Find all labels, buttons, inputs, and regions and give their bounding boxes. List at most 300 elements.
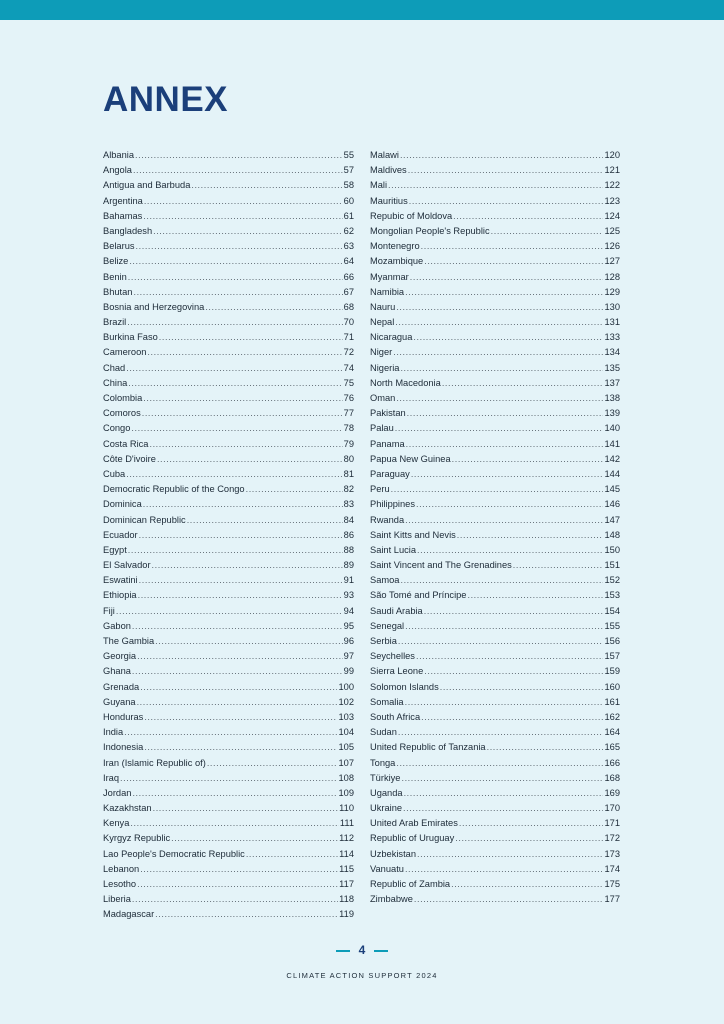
entry-name: Ghana [103,666,131,677]
toc-entry[interactable] [103,272,354,287]
entry-name: United Republic of Tanzania [370,742,486,753]
toc-entry[interactable] [103,606,354,621]
dot-leader [131,423,342,433]
entry-name: Malawi [370,150,399,160]
entry-name: Lesotho [103,879,137,889]
entry-name: Uganda [370,787,403,798]
annex-list-right [370,150,620,909]
toc-entry[interactable] [370,606,620,621]
toc-entry[interactable] [103,849,354,864]
dot-leader [451,879,603,889]
entry-name: Comoros [103,408,141,419]
entry-name: Uzbekistan [370,848,416,859]
entry-page: 104 [338,727,354,738]
toc-entry[interactable] [370,241,620,256]
entry-page: 141 [604,438,620,449]
toc-entry[interactable] [370,590,620,605]
dot-leader [405,515,603,525]
dash-left [336,950,350,952]
entry-name: Oman [370,393,396,403]
entry-name: Albania [103,150,135,160]
toc-entry[interactable] [103,879,354,894]
entry-page: 60 [343,195,354,206]
dot-leader [147,347,342,357]
dot-leader [408,165,604,175]
dot-leader [393,347,603,357]
dot-leader [405,864,604,874]
entry-name: Egypt [103,544,127,555]
dot-leader [421,712,603,722]
top-accent-bar [0,0,724,20]
toc-entry[interactable] [370,408,620,423]
dot-leader [153,226,343,236]
toc-entry[interactable] [370,621,620,636]
entry-name: Côte D'ivoire [103,453,156,464]
entry-page: 156 [604,636,620,646]
dot-leader [155,636,343,646]
dot-leader [129,256,342,266]
toc-entry[interactable] [370,636,620,651]
toc-entry[interactable] [103,469,354,484]
dot-leader [452,454,604,464]
toc-entry[interactable] [370,454,620,469]
toc-entry[interactable] [103,241,354,256]
entry-page: 155 [604,620,620,631]
dot-leader [139,530,343,540]
dot-leader [144,196,343,206]
dot-leader [400,575,603,585]
entry-page: 118 [339,894,354,905]
toc-entry[interactable] [103,590,354,605]
dot-leader [416,499,604,509]
entry-name: India [103,727,124,738]
dot-leader [157,454,343,464]
toc-entry[interactable] [370,499,620,514]
entry-page: 97 [343,651,354,662]
toc-entry[interactable] [370,165,620,180]
toc-entry[interactable] [103,378,354,393]
toc-entry[interactable] [370,363,620,378]
toc-entry[interactable] [103,439,354,454]
toc-entry[interactable] [103,530,354,545]
toc-entry[interactable] [103,515,354,530]
entry-name: Kyrgyz Republic [103,833,171,844]
toc-entry[interactable] [103,560,354,575]
toc-entry[interactable] [370,256,620,271]
dot-leader [403,803,603,813]
toc-entry[interactable] [370,317,620,332]
entry-name: South Africa [370,711,421,722]
entry-name: Lebanon [103,863,140,874]
entry-page: 151 [604,560,620,571]
entry-page: 164 [604,727,620,738]
dot-leader [405,621,603,631]
entry-name: Mauritius [370,195,408,206]
entry-name: Gabon [103,620,131,631]
entry-name: Colombia [103,393,143,403]
toc-entry[interactable] [370,150,620,165]
entry-page: 125 [604,225,620,236]
entry-page: 67 [343,286,354,297]
entry-name: Fiji [103,605,115,616]
entry-name: Dominican Republic [103,514,186,525]
entry-name: Niger [370,347,393,358]
dot-leader [149,439,342,449]
dot-leader [414,894,604,904]
dot-leader [120,773,337,783]
entry-page: 79 [343,438,354,449]
entry-name: Iran (Islamic Republic of) [103,757,206,768]
entry-name: Democratic Republic of the Congo [103,484,245,495]
dot-leader [424,256,603,266]
toc-entry[interactable] [370,287,620,302]
toc-entry[interactable] [370,727,620,742]
entry-page: 62 [343,225,354,236]
toc-entry[interactable] [370,545,620,560]
entry-name: China [103,377,128,388]
dot-leader [133,287,342,297]
dot-leader [487,742,604,752]
entry-page: 157 [604,651,620,662]
toc-entry[interactable] [103,226,354,241]
dot-leader [144,712,337,722]
entry-page: 154 [604,605,620,616]
dot-leader [406,439,604,449]
entry-name: Costa Rica [103,438,149,449]
toc-entry[interactable] [370,560,620,575]
toc-entry[interactable] [103,697,354,712]
toc-entry[interactable] [370,849,620,864]
toc-entry[interactable] [370,651,620,666]
entry-name: Peru [370,484,390,495]
entry-page: 57 [343,165,354,176]
dot-leader [413,332,603,342]
toc-entry[interactable] [103,575,354,590]
entry-name: Republic of Uruguay [370,833,455,844]
toc-entry[interactable] [103,636,354,651]
entry-page: 102 [338,696,354,707]
entry-page: 80 [343,453,354,464]
entry-name: Kenya [103,818,130,829]
entry-page: 112 [339,833,354,844]
dot-leader [135,150,343,160]
dot-leader [205,302,342,312]
annex-list-left [103,150,354,925]
entry-page: 91 [343,575,354,586]
toc-entry[interactable] [370,818,620,833]
entry-name: Grenada [103,681,140,692]
entry-page: 127 [604,256,620,267]
toc-entry[interactable] [103,332,354,347]
toc-entry[interactable] [103,621,354,636]
dot-leader [395,317,603,327]
toc-entry[interactable] [370,196,620,211]
entry-page: 139 [604,408,620,419]
toc-entry[interactable] [370,423,620,438]
entry-name: Brazil [103,317,127,328]
toc-entry[interactable] [103,758,354,773]
dot-leader [136,241,343,251]
dash-right [374,950,388,952]
toc-entry[interactable] [103,363,354,378]
toc-entry[interactable] [103,864,354,879]
toc-entry[interactable] [370,697,620,712]
entry-page: 95 [343,620,354,631]
dot-leader [455,833,603,843]
dot-leader [409,196,604,206]
entry-page: 61 [343,210,354,221]
entry-page: 173 [604,848,620,859]
entry-name: Republic of Zambia [370,879,451,889]
toc-entry[interactable] [103,545,354,560]
toc-entry[interactable] [103,773,354,788]
entry-page: 142 [604,453,620,464]
toc-entry[interactable] [103,818,354,833]
entry-page: 126 [604,241,620,252]
dot-leader [246,484,343,494]
dot-leader [128,378,342,388]
toc-entry[interactable] [370,332,620,347]
toc-entry[interactable] [370,712,620,727]
entry-page: 89 [343,560,354,571]
entry-page: 105 [338,742,354,753]
entry-page: 153 [604,590,620,601]
entry-page: 148 [604,529,620,540]
entry-page: 172 [604,833,620,844]
entry-page: 71 [343,332,354,343]
dot-leader [395,423,604,433]
entry-name: Jordan [103,787,132,798]
dot-leader [126,469,342,479]
entry-name: Mali [370,180,388,191]
entry-name: Ecuador [103,529,138,540]
toc-entry[interactable] [370,894,620,909]
toc-entry[interactable] [103,742,354,757]
toc-entry[interactable] [103,196,354,211]
dot-leader [143,393,342,403]
entry-page: 93 [343,590,354,601]
toc-entry[interactable] [370,515,620,530]
dot-leader [171,833,338,843]
entry-page: 110 [339,803,354,814]
toc-entry[interactable] [103,256,354,271]
entry-page: 171 [604,818,620,829]
toc-entry[interactable] [103,909,354,924]
entry-page: 82 [343,484,354,495]
toc-entry[interactable] [370,347,620,362]
entry-name: Sierra Leone [370,666,424,677]
entry-name: Saint Kitts and Nevis [370,529,456,540]
toc-entry[interactable] [370,833,620,848]
entry-name: Serbia [370,636,397,646]
entry-name: Solomon Islands [370,681,439,692]
toc-entry[interactable] [370,530,620,545]
dot-leader [417,849,603,859]
toc-entry[interactable] [103,788,354,803]
entry-name: Bahamas [103,210,143,221]
entry-page: 84 [343,514,354,525]
dot-leader [404,788,604,798]
toc-entry[interactable] [103,393,354,408]
dot-leader [187,515,343,525]
dot-leader [396,758,603,768]
toc-entry[interactable] [103,894,354,909]
dot-leader [143,499,343,509]
toc-entry[interactable] [370,302,620,317]
page-number-footer [0,943,724,957]
toc-entry[interactable] [103,666,354,681]
toc-entry[interactable] [103,727,354,742]
dot-leader [424,666,603,676]
entry-page: 145 [604,484,620,495]
entry-page: 122 [604,180,620,191]
entry-page: 144 [604,468,620,479]
entry-name: Philippines [370,499,415,510]
entry-name: Bangladesh [103,225,153,236]
dot-leader [405,697,604,707]
entry-name: Türkiye [370,772,401,783]
toc-entry[interactable] [103,408,354,423]
entry-page: 83 [343,499,354,510]
dot-leader [116,606,343,616]
toc-entry[interactable] [370,484,620,499]
entry-page: 138 [604,393,620,403]
entry-page: 135 [604,362,620,373]
dot-leader [140,682,337,692]
toc-entry[interactable] [370,879,620,894]
entry-name: Belize [103,256,129,267]
entry-page: 129 [604,286,620,297]
entry-page: 109 [338,787,354,798]
entry-page: 55 [343,150,354,160]
dot-leader [159,332,343,342]
toc-entry[interactable] [370,211,620,226]
toc-entry[interactable] [370,272,620,287]
toc-entry[interactable] [370,575,620,590]
toc-entry[interactable] [103,165,354,180]
toc-entry[interactable] [103,317,354,332]
dot-leader [396,302,603,312]
toc-entry[interactable] [103,423,354,438]
dot-leader [410,272,604,282]
entry-page: 103 [338,711,354,722]
entry-name: Panama [370,438,405,449]
toc-entry[interactable] [370,180,620,195]
toc-entry[interactable] [103,833,354,848]
toc-entry[interactable] [103,651,354,666]
entry-page: 108 [338,772,354,783]
toc-entry[interactable] [103,211,354,226]
toc-entry[interactable] [103,484,354,499]
entry-page: 70 [343,317,354,328]
entry-name: Nigeria [370,362,400,373]
entry-page: 119 [339,909,354,920]
entry-name: The Gambia [103,636,155,646]
entry-page: 150 [604,544,620,555]
toc-entry[interactable] [103,499,354,514]
entry-name: Bosnia and Herzegovina [103,301,205,312]
entry-name: Honduras [103,711,144,722]
dot-leader [155,909,338,919]
toc-entry[interactable] [370,773,620,788]
entry-page: 162 [604,711,620,722]
dot-leader [128,545,343,555]
dot-leader [144,742,337,752]
toc-entry[interactable] [103,682,354,697]
page-title: ANNEX [103,80,229,119]
toc-entry[interactable] [370,788,620,803]
toc-entry[interactable] [103,803,354,818]
entry-page: 130 [604,301,620,312]
toc-entry[interactable] [103,302,354,317]
entry-page: 100 [338,681,354,692]
entry-page: 99 [343,666,354,677]
dot-leader [400,363,603,373]
entry-page: 107 [338,757,354,768]
toc-entry[interactable] [370,864,620,879]
dot-leader [398,727,604,737]
toc-entry[interactable] [370,803,620,818]
dot-leader [401,773,603,783]
dot-leader [153,803,339,813]
entry-name: Seychelles [370,651,415,662]
dot-leader [132,894,338,904]
entry-page: 63 [343,241,354,252]
entry-page: 123 [604,195,620,206]
entry-name: Angola [103,165,132,176]
entry-name: Zimbabwe [370,894,413,905]
entry-page: 174 [604,863,620,874]
entry-name: Madagascar [103,909,155,920]
toc-entry[interactable] [103,180,354,195]
entry-name: Nicaragua [370,332,413,343]
entry-page: 134 [604,347,620,358]
entry-page: 177 [604,894,620,905]
toc-entry[interactable] [370,393,620,408]
entry-page: 94 [343,605,354,616]
toc-entry[interactable] [370,682,620,697]
dot-leader [417,545,603,555]
entry-page: 131 [604,317,620,328]
toc-entry[interactable] [370,758,620,773]
dot-leader [400,150,604,160]
entry-name: Palau [370,423,394,434]
toc-entry[interactable] [370,666,620,681]
toc-entry[interactable] [370,439,620,454]
dot-leader [411,469,604,479]
toc-entry[interactable] [103,347,354,362]
toc-entry[interactable] [370,469,620,484]
toc-entry[interactable] [103,287,354,302]
entry-name: Iraq [103,772,120,783]
toc-entry[interactable] [103,712,354,727]
toc-entry[interactable] [370,226,620,241]
dot-leader [207,758,338,768]
entry-name: Lao People's Democratic Republic [103,848,245,859]
dot-leader [142,408,343,418]
dot-leader [513,560,604,570]
entry-name: North Macedonia [370,377,441,388]
toc-entry[interactable] [103,150,354,165]
toc-entry[interactable] [370,742,620,757]
dot-leader [137,651,343,661]
entry-name: Kazakhstan [103,803,152,814]
entry-page: 133 [604,332,620,343]
toc-entry[interactable] [103,454,354,469]
toc-entry[interactable] [370,378,620,393]
dot-leader [133,165,343,175]
dot-leader [396,393,603,403]
